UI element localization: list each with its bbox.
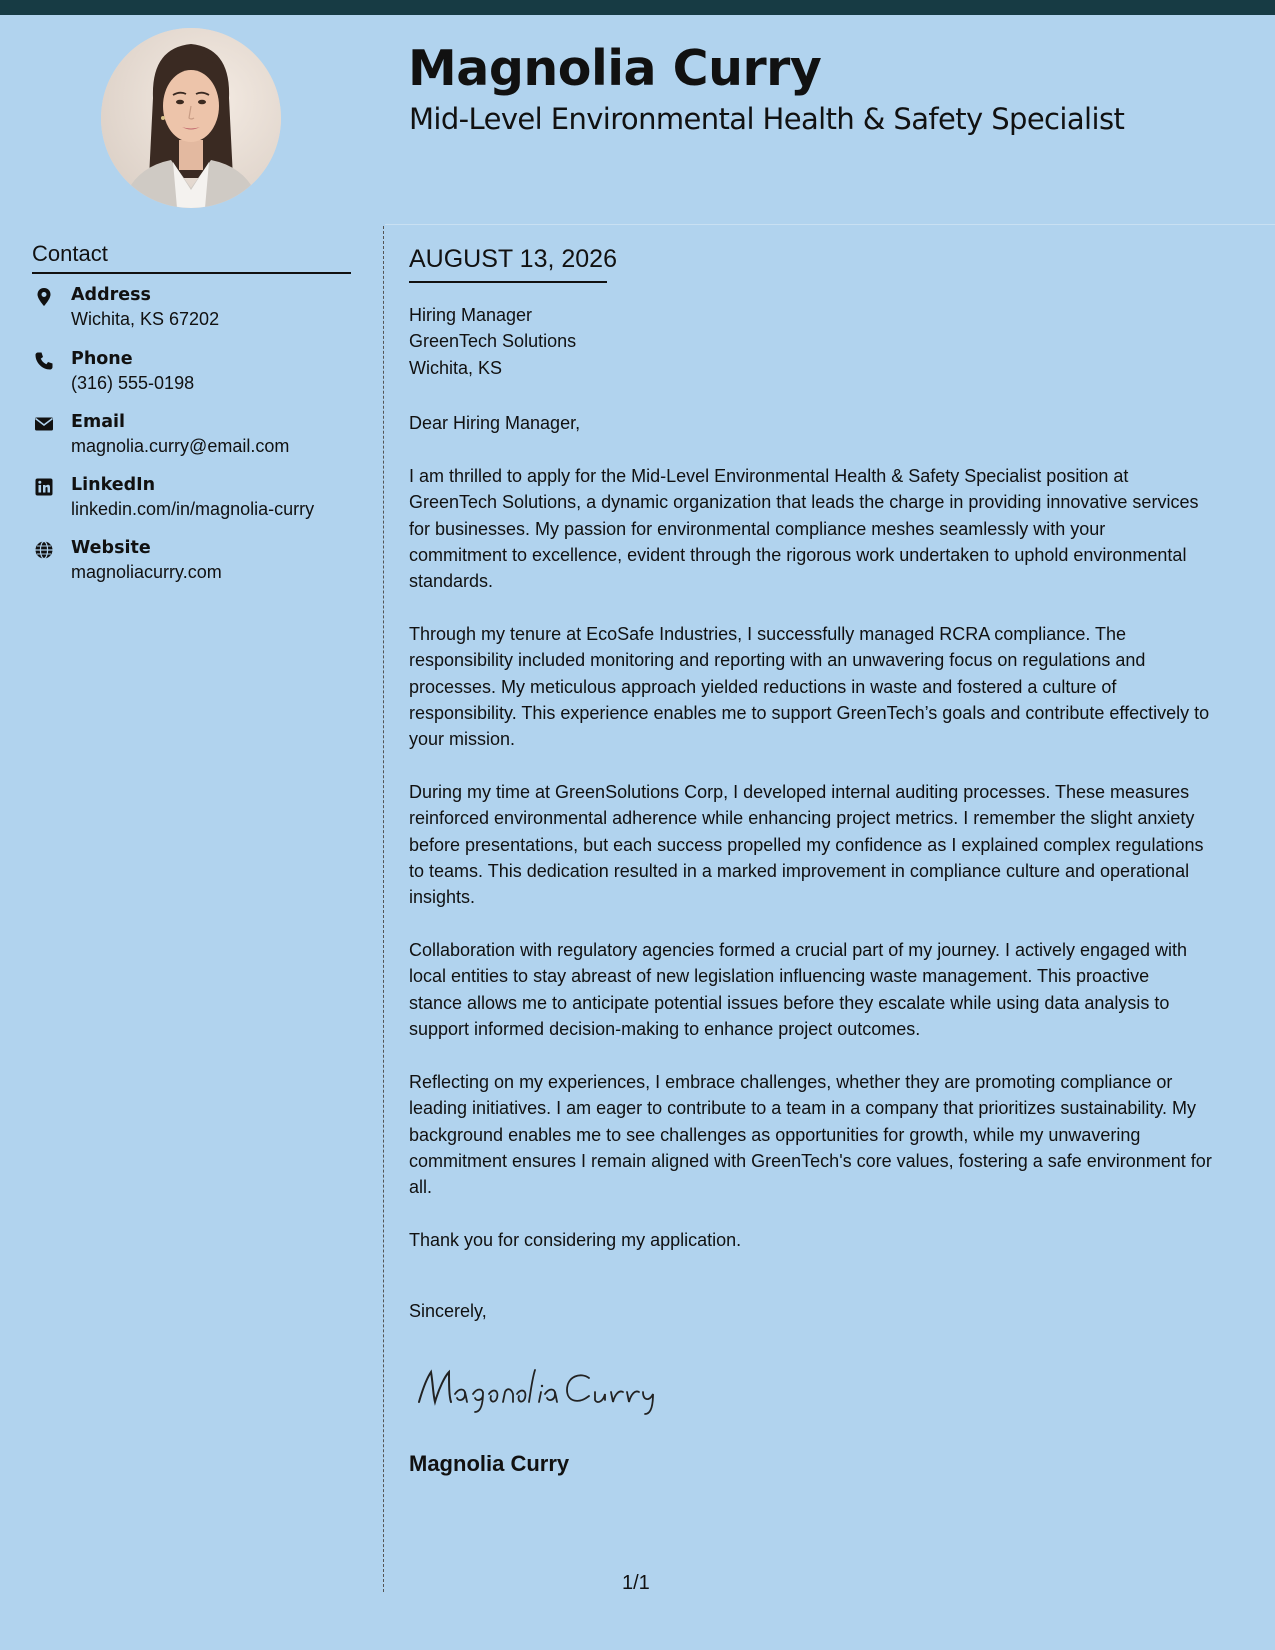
recipient-line: Hiring Manager — [409, 305, 533, 325]
contact-phone — [32, 348, 372, 398]
contact-value: magnoliacurry.com — [71, 562, 222, 582]
date-rule — [409, 281, 607, 283]
body-paragraph-1 — [409, 463, 1259, 594]
profile-photo — [101, 28, 281, 208]
recipient-block — [409, 302, 1259, 381]
closing-thanks-text: Thank you for considering my application. — [409, 1230, 742, 1250]
signer-name: Magnolia Curry — [409, 1451, 570, 1476]
closing-text: Sincerely, — [409, 1301, 487, 1321]
paragraph-line: I am thrilled to apply for the Mid-Level Environmental Health & Safety Specialist position at — [409, 466, 1129, 486]
paragraph-line: Collaboration with regulatory agencies formed a crucial part of my journey. I actively engaged with — [409, 940, 1188, 960]
salutation — [409, 410, 1259, 436]
closing-thanks — [409, 1227, 1259, 1253]
job-title: Mid-Level Environmental Health & Safety Specialist — [409, 102, 1125, 136]
body-paragraph-3 — [409, 779, 1259, 910]
contact-value: magnolia.curry@email.com — [71, 436, 290, 456]
map-pin-icon — [34, 287, 54, 307]
recipient-line: GreenTech Solutions — [409, 331, 577, 352]
contact-label: LinkedIn — [71, 475, 156, 495]
phone-icon — [34, 351, 54, 371]
paragraph-line: Reflecting on my experiences, I embrace challenges, whether they are promoting compliance or — [409, 1072, 1173, 1092]
paragraph-line: before presentations, but each success propelled my confidence as I explained complex regulations — [409, 834, 1204, 855]
paragraph-line: to teams. This dedication resulted in a marked improvement in compliance culture and operational — [409, 860, 1190, 881]
paragraph-line: insights. — [409, 887, 476, 908]
contact-website — [32, 537, 372, 587]
salutation-text: Dear Hiring Manager, — [409, 413, 581, 433]
paragraph-line: processes. My meticulous approach yielded reductions in waste and fostered a culture of — [409, 676, 1117, 697]
paragraph-line: GreenTech Solutions, a dynamic organization that leads the charge in providing innovative services — [409, 492, 1199, 513]
page-number: 1/1 — [622, 1572, 650, 1594]
paragraph-line: Through my tenure at EcoSafe Industries, I successfully managed RCRA compliance. The — [409, 624, 1127, 644]
contact-linkedin — [32, 474, 372, 524]
top-bar — [0, 0, 1275, 15]
body-paragraph-4 — [409, 937, 1259, 1042]
paragraph-line: background enables me to see challenges as opportunities for growth, while my unwavering — [409, 1124, 1141, 1145]
contact-label: Phone — [71, 349, 133, 369]
linkedin-icon — [34, 477, 54, 497]
paragraph-line: leading initiatives. I am eager to contribute to a team in a company that prioritizes sustainability. My — [409, 1098, 1197, 1119]
paragraph-line: standards. — [409, 571, 494, 592]
paragraph-line: all. — [409, 1177, 433, 1198]
closing — [409, 1298, 1259, 1324]
contact-label: Email — [71, 412, 125, 432]
body-paragraph-5 — [409, 1069, 1259, 1200]
contact-label: Website — [71, 538, 151, 558]
handwritten-signature — [413, 1358, 673, 1423]
paragraph-line: reinforced environmental adherence while enhancing project metrics. I remember the slight anxiety — [409, 808, 1195, 829]
contact-heading-rule — [32, 272, 351, 274]
paragraph-line: commitment ensures I remain aligned with GreenTech's core values, fostering a safe environment for — [409, 1150, 1212, 1171]
paragraph-line: responsibility. This experience enables me to support GreenTech’s goals and contribute effectively to — [409, 702, 1210, 723]
paragraph-line: commitment to excellence, evident through the rigorous work undertaken to uphold environmental — [409, 544, 1187, 565]
paragraph-line: During my time at GreenSolutions Corp, I developed internal auditing processes. These measures — [409, 782, 1190, 802]
paragraph-line: support informed decision-making to enhance project outcomes. — [409, 1018, 921, 1039]
contact-value: linkedin.com/in/magnolia-curry — [71, 499, 315, 519]
paragraph-line: responsibility included monitoring and reporting with an unwavering focus on regulations and — [409, 650, 1146, 671]
contact-heading: Contact — [32, 241, 108, 266]
body-paragraph-2 — [409, 621, 1259, 752]
envelope-icon — [34, 414, 54, 434]
paragraph-line: for businesses. My passion for environmental compliance meshes seamlessly with your — [409, 518, 1106, 539]
header-divider — [385, 224, 1275, 225]
column-divider — [383, 226, 384, 1592]
candidate-name: Magnolia Curry — [408, 40, 822, 97]
letter-date: AUGUST 13, 2026 — [409, 245, 617, 273]
contact-value: (316) 555-0198 — [71, 373, 195, 393]
paragraph-line: stance allows me to anticipate potential issues before they escalate while using data analysis to — [409, 992, 1170, 1013]
contact-label: Address — [71, 285, 151, 305]
contact-email — [32, 411, 372, 461]
paragraph-line: your mission. — [409, 729, 516, 750]
contact-value: Wichita, KS 67202 — [71, 309, 220, 329]
globe-icon — [34, 540, 54, 560]
recipient-line: Wichita, KS — [409, 357, 503, 378]
contact-address — [32, 284, 372, 334]
paragraph-line: local entities to stay abreast of new legislation influencing waste management. This proactive — [409, 966, 1150, 987]
